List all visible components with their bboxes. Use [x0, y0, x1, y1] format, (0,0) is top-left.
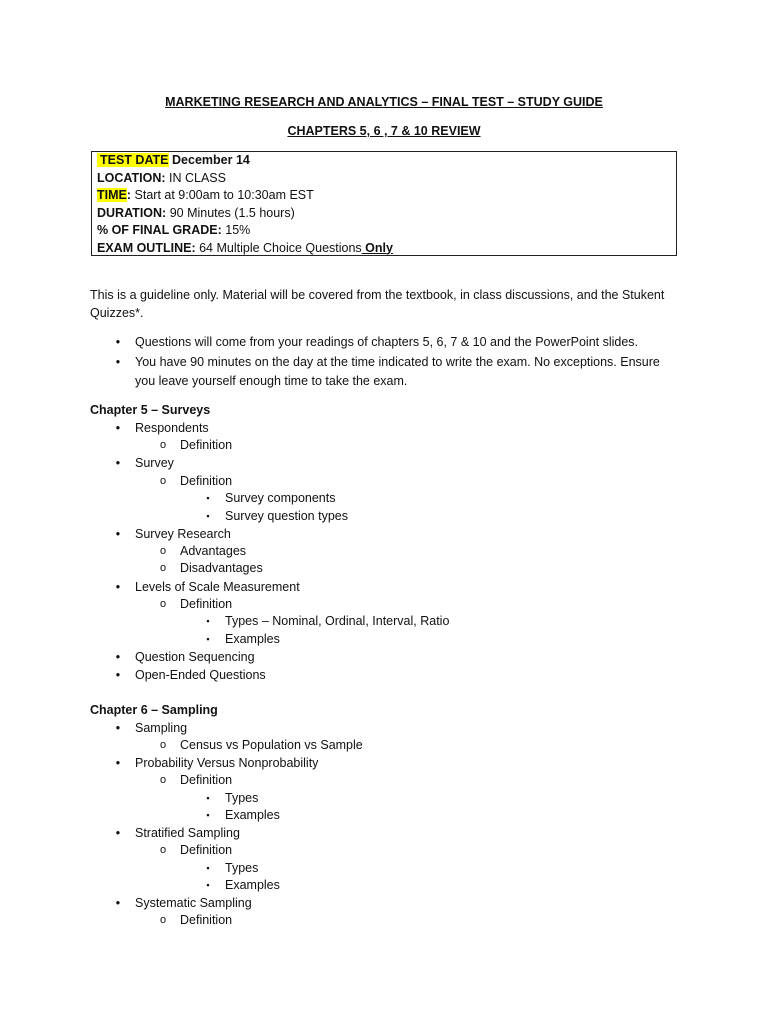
bullet-icon: •	[115, 896, 121, 910]
test-date-value: December 14	[172, 153, 250, 167]
circle-bullet-icon: o	[159, 562, 167, 574]
circle-bullet-icon: o	[159, 598, 167, 610]
bullet-icon: •	[115, 335, 121, 349]
square-bullet-icon: ▪	[206, 493, 210, 503]
square-bullet-icon: ▪	[206, 793, 210, 803]
circle-bullet-icon: o	[159, 439, 167, 451]
bullet-icon: •	[115, 756, 121, 770]
exam-info-box	[91, 151, 677, 256]
duration-label: DURATION:	[97, 205, 167, 220]
test-date-label: TEST DATE	[97, 153, 169, 167]
duration-line	[97, 205, 676, 223]
bullet-icon: •	[115, 580, 121, 594]
intro-paragraph	[90, 286, 690, 322]
location-line	[97, 170, 676, 188]
test-date-line	[97, 152, 676, 170]
outline-emphasis: Only	[361, 240, 393, 255]
duration-value: 90 Minutes (1.5 hours)	[169, 205, 295, 220]
bullet-icon: •	[115, 721, 121, 735]
grade-value: 15%	[225, 223, 251, 237]
outline-value: 64 Multiple Choice Questions	[199, 240, 362, 255]
study-guide-page: MARKETING RESEARCH AND ANALYTICS – FINAL TEST – STUDY GUIDE CHAPTERS 5, 6 , 7 & 10 REVIEW TEST DATE December 14 LOCATION: IN CLASS TIME: Start at 9:00am to 10:30am EST DURATION: 90 Minutes (1.5 hours) % OF FINAL GRADE: 15% EXAM OUTLINE: 64 Multiple Choice Questions Only This is a guideline only. Material will be covered from the textbook, in class discussions, and the Stukent Quizzes*. • Questions will come from your readings of chapters 5, 6, 7 & 10 and the PowerPoint slides. • You have 90 minutes on the day at the time indicated to write the exam. No exceptions. Ensure you leave yourself enough time to take the exam. Chapter 5 – Surveys • Respondents o Definition • Survey o Definition ▪ Survey components ▪ Survey question types • Survey Research o Advantages o Disadvantages • Levels of Scale Measurement o Definition ▪ Types – Nominal, Ordinal, Interval, Ratio ▪ Examples • Question Sequencing • Open-Ended Questions Chapter 6 – Sampling • Sampling o Census vs Population vs Sample • Probability Versus Nonprobability o Definition ▪ Types ▪ Examples • Stratified Sampling o Definition ▪ Types ▪ Examples • Systematic Sampling o Definition	[0, 0, 768, 1024]
circle-bullet-icon: o	[159, 739, 167, 751]
location-value: IN CLASS	[169, 170, 226, 185]
bullet-icon: •	[115, 421, 121, 435]
square-bullet-icon: ▪	[206, 880, 210, 890]
bullet-icon: •	[115, 527, 121, 541]
time-colon: :	[126, 188, 132, 202]
time-label: TIME	[97, 188, 127, 202]
location-label: LOCATION:	[97, 170, 166, 185]
time-value: Start at 9:00am to 10:30am EST	[134, 188, 314, 202]
chapter-5-heading: Chapter 5 – Surveys	[90, 403, 211, 417]
grade-label: % OF FINAL GRADE:	[97, 223, 222, 237]
square-bullet-icon: ▪	[206, 511, 210, 521]
square-bullet-icon: ▪	[206, 863, 210, 873]
bullet-icon: •	[115, 826, 121, 840]
outline-label: EXAM OUTLINE:	[97, 240, 196, 255]
square-bullet-icon: ▪	[206, 634, 210, 644]
intro-line-1: This is a guideline only. Material will be covered from the textbook, in class discussions, and the Stukent	[90, 288, 665, 302]
circle-bullet-icon: o	[159, 844, 167, 856]
outline-line	[97, 240, 676, 258]
bullet-icon: •	[115, 650, 121, 664]
circle-bullet-icon: o	[159, 475, 167, 487]
bullet-icon: •	[115, 668, 121, 682]
circle-bullet-icon: o	[159, 914, 167, 926]
square-bullet-icon: ▪	[206, 810, 210, 820]
chapter-6-heading: Chapter 6 – Sampling	[90, 703, 218, 717]
intro-line-2: Quizzes*.	[90, 306, 144, 320]
document-subtitle: CHAPTERS 5, 6 , 7 & 10 REVIEW	[287, 124, 481, 138]
document-title: MARKETING RESEARCH AND ANALYTICS – FINAL TEST – STUDY GUIDE	[165, 95, 603, 109]
circle-bullet-icon: o	[159, 774, 167, 786]
square-bullet-icon: ▪	[206, 616, 210, 626]
bullet-icon: •	[115, 456, 121, 470]
grade-line	[97, 222, 676, 240]
circle-bullet-icon: o	[159, 545, 167, 557]
bullet-icon: •	[115, 355, 121, 369]
time-line	[97, 187, 676, 205]
